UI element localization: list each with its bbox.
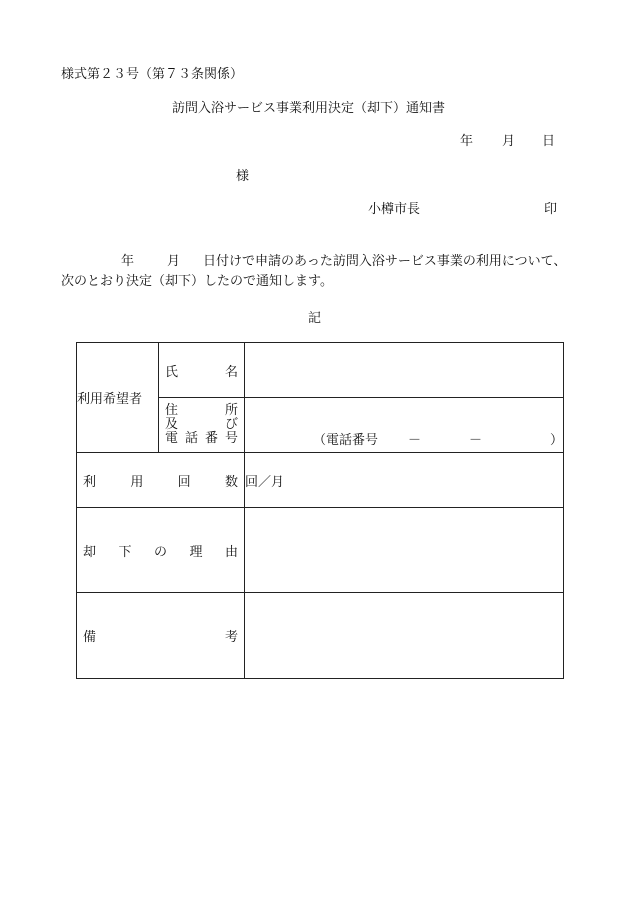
phone-dash-2: －	[468, 433, 482, 448]
usage-unit: 回／月	[245, 474, 285, 490]
body-year: 年	[121, 254, 135, 269]
usage-label: 利 用 回 数	[77, 453, 245, 508]
note-heading: 記	[308, 311, 322, 326]
date-year: 年	[460, 134, 474, 149]
seal-mark: 印	[544, 202, 558, 217]
body-sentence: 日付けで申請のあった訪問入浴サービス事業の利用について、次のとおり決定（却下）したので通知します。	[61, 254, 567, 289]
phone-dash-1: －	[407, 433, 421, 448]
applicant-label: 利用希望者	[77, 343, 159, 453]
address-phone-field[interactable]	[245, 398, 564, 453]
address-label: 住 所 及 び 電 話 番 号	[159, 398, 245, 453]
form-number: 様式第２３号（第７３条関係）	[61, 67, 244, 82]
date-line	[460, 134, 555, 150]
rejection-reason-field[interactable]	[245, 508, 564, 593]
remarks-field[interactable]	[245, 593, 564, 679]
usage-field[interactable]	[245, 453, 564, 508]
remarks-label: 備 考	[77, 593, 245, 679]
body-paragraph	[61, 252, 577, 292]
body-month: 月	[167, 254, 181, 269]
addressee-suffix: 様	[236, 169, 250, 184]
name-field[interactable]	[245, 343, 564, 398]
issuer-name: 小樽市長	[368, 202, 421, 217]
date-month: 月	[502, 134, 516, 149]
rejection-reason-label: 却 下 の 理 由	[77, 508, 245, 593]
phone-prefix: （電話番号	[312, 433, 378, 448]
document-title: 訪問入浴サービス事業利用決定（却下）通知書	[172, 101, 446, 116]
details-table	[76, 342, 564, 679]
date-day: 日	[542, 134, 556, 149]
name-label: 氏 名	[159, 343, 245, 398]
phone-close: ）	[549, 433, 563, 448]
